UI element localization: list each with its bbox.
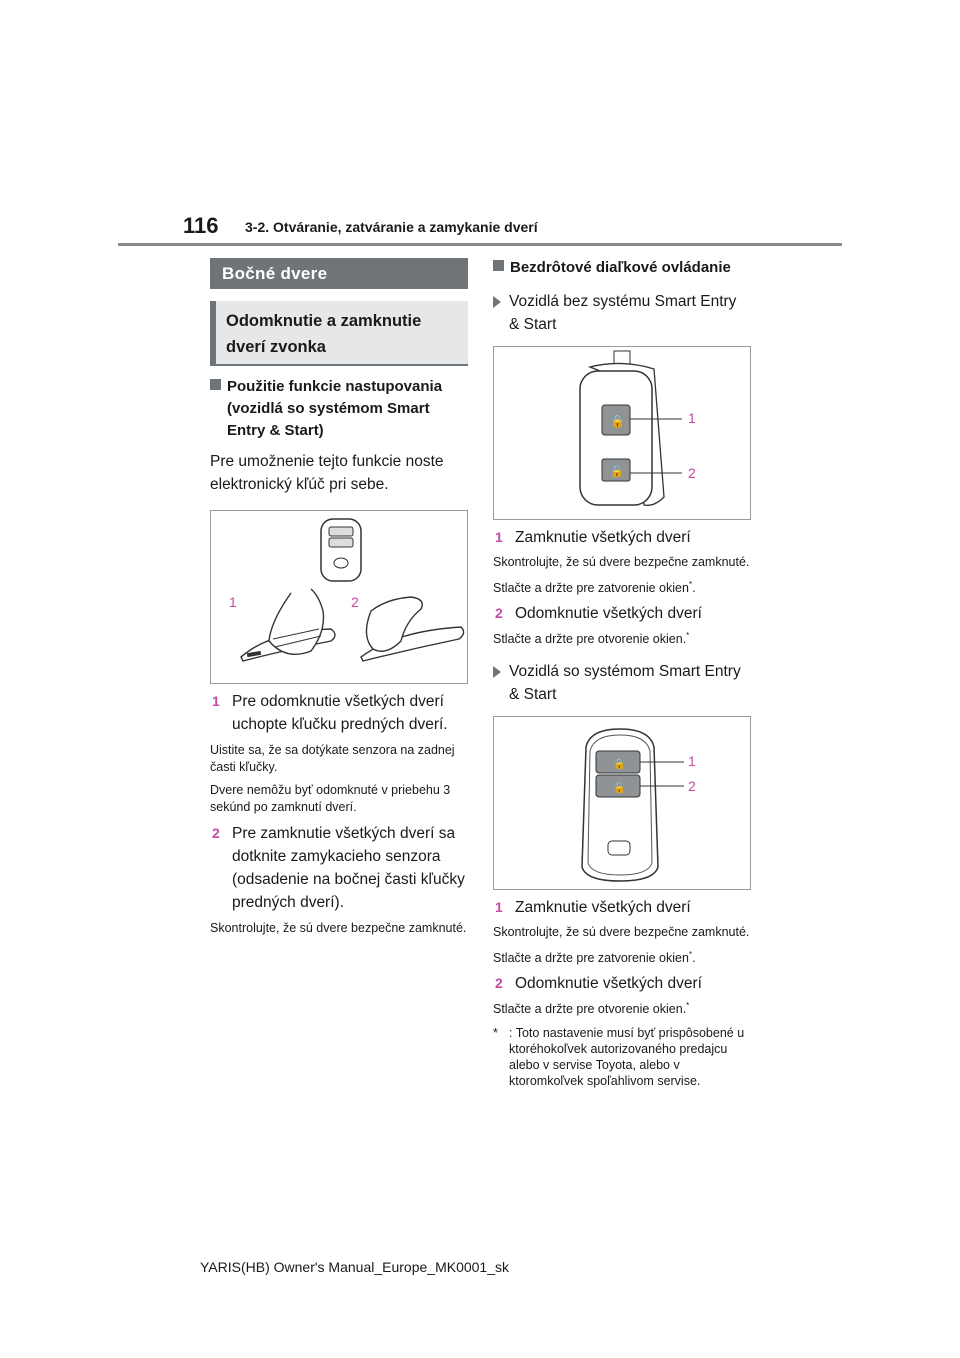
footnote-marker: * [688,950,693,960]
entry-heading-line1: Použitie funkcie nastupovania [227,378,443,395]
item-text: Pre odomknutie všetkých dverí uchopte kľučku predných dverí. [232,693,448,733]
note-text: Stlačte a držte pre zatvorenie okien*. [493,580,696,596]
page-footer: YARIS(HB) Owner's Manual_Europe_MK0001_sk [200,1259,509,1275]
intro-text: Pre umožnenie tejto funkcie noste elektronický kľúč pri sebe. [210,453,444,493]
footnote-marker: * [688,580,693,589]
page-number: 116 [183,213,219,238]
header-divider [118,243,842,246]
svg-text:🔓: 🔓 [610,465,624,478]
list-item [493,972,751,995]
entry-heading-line3: Entry & Start) [227,422,324,439]
door-handle-figure [210,510,468,684]
note-text: Stlačte a držte pre zatvorenie okien*. [493,950,696,966]
figure-callout-1: 1 [229,594,237,610]
variant1-line2: & Start [509,316,557,333]
door-handle-illustration [211,511,467,683]
square-bullet-icon [210,379,221,390]
item-number: 2 [495,975,503,992]
flip-key-illustration [494,347,748,519]
variant-heading [493,290,751,336]
note-text: Skontrolujte, že sú dvere bezpečne zamknuté. [210,921,467,935]
note-text: Skontrolujte, že sú dvere bezpečne zamknuté. [493,555,750,569]
item-text: Zamknutie všetkých dverí [515,529,691,546]
item-number: 2 [495,605,503,622]
footnote-text: : Toto nastavenie musí byť prispôsobené u ktoréhokoľvek autorizovaného predajcu alebo v servise Toyota, alebo v ktoromkoľvek spoľahlivom servise. [509,1025,745,1088]
section-heading: Bočné dvere [210,258,468,289]
square-bullet-icon [493,260,504,271]
footnote-marker: * [686,1001,690,1011]
list-item [493,526,751,549]
note-text-inner: Stlačte a držte pre zatvorenie okien [493,581,689,596]
entry-heading-line2: (vozidlá so systémom Smart [227,400,430,417]
list-item [210,822,468,914]
subsection-heading-line2: dverí zvonka [226,338,326,356]
list-item [210,690,468,736]
figure-callout-2: 2 [688,465,696,481]
note-text: Dvere nemôžu byť odomknuté v priebehu 3 sekúnd po zamknutí dverí. [210,783,451,814]
section-title: 3-2. Otváranie, zatváranie a zamykanie dverí [245,219,538,235]
note-text-inner: Stlačte a držte pre otvorenie okien. [493,1002,687,1017]
smart-key-figure [493,716,751,890]
note-text-inner: Stlačte a držte pre zatvorenie okien [493,951,689,966]
remote-heading [493,258,751,278]
triangle-bullet-icon [493,666,501,678]
variant-heading [493,660,751,706]
item-text: Pre zamknutie všetkých dverí sa dotknite zamykacieho senzora (odsadenie na bočnej časti kľučky predných dverí). [232,825,465,911]
item-number: 2 [212,825,220,841]
right-column [493,258,751,1089]
note-text-inner: Stlačte a držte pre otvorenie okien. [493,632,687,647]
list-item [493,602,751,625]
note-text [493,997,751,1018]
smart-key-illustration [494,717,748,889]
flip-key-figure [493,346,751,520]
note-text [493,627,751,648]
figure-callout-1: 1 [688,753,696,770]
figure-callout-2: 2 [688,778,696,795]
subsection-heading [210,301,468,366]
figure-callout-1: 1 [688,410,696,426]
variant2-line2: & Start [509,686,557,704]
footnote-marker: * [493,1025,498,1040]
item-number: 1 [212,693,220,709]
svg-text:🔒: 🔒 [613,759,626,771]
variant1-line1: Vozidlá bez systému Smart Entry [509,293,737,310]
note-text: Skontrolujte, že sú dvere bezpečne zamknuté. [493,925,750,940]
figure-callout-2: 2 [351,594,359,610]
item-number: 1 [495,899,503,916]
footnote-marker: * [686,631,690,641]
item-number: 1 [495,529,503,545]
item-text: Odomknutie všetkých dverí [515,975,702,993]
left-column [210,258,468,937]
svg-text:🔒: 🔒 [610,414,625,428]
triangle-bullet-icon [493,296,501,308]
remote-heading-text: Bezdrôtové diaľkové ovládanie [510,259,731,276]
item-text: Zamknutie všetkých dverí [515,899,691,917]
subsection-heading-line1: Odomknutie a zamknutie [226,312,422,330]
list-item [493,896,751,919]
footnote [493,1025,751,1089]
entry-heading [210,376,468,442]
note-text: Uistite sa, že sa dotýkate senzora na zadnej časti kľučky. [210,743,455,774]
svg-text:🔓: 🔓 [613,783,626,795]
item-text: Odomknutie všetkých dverí [515,605,702,623]
variant2-line1: Vozidlá so systémom Smart Entry [509,663,741,681]
